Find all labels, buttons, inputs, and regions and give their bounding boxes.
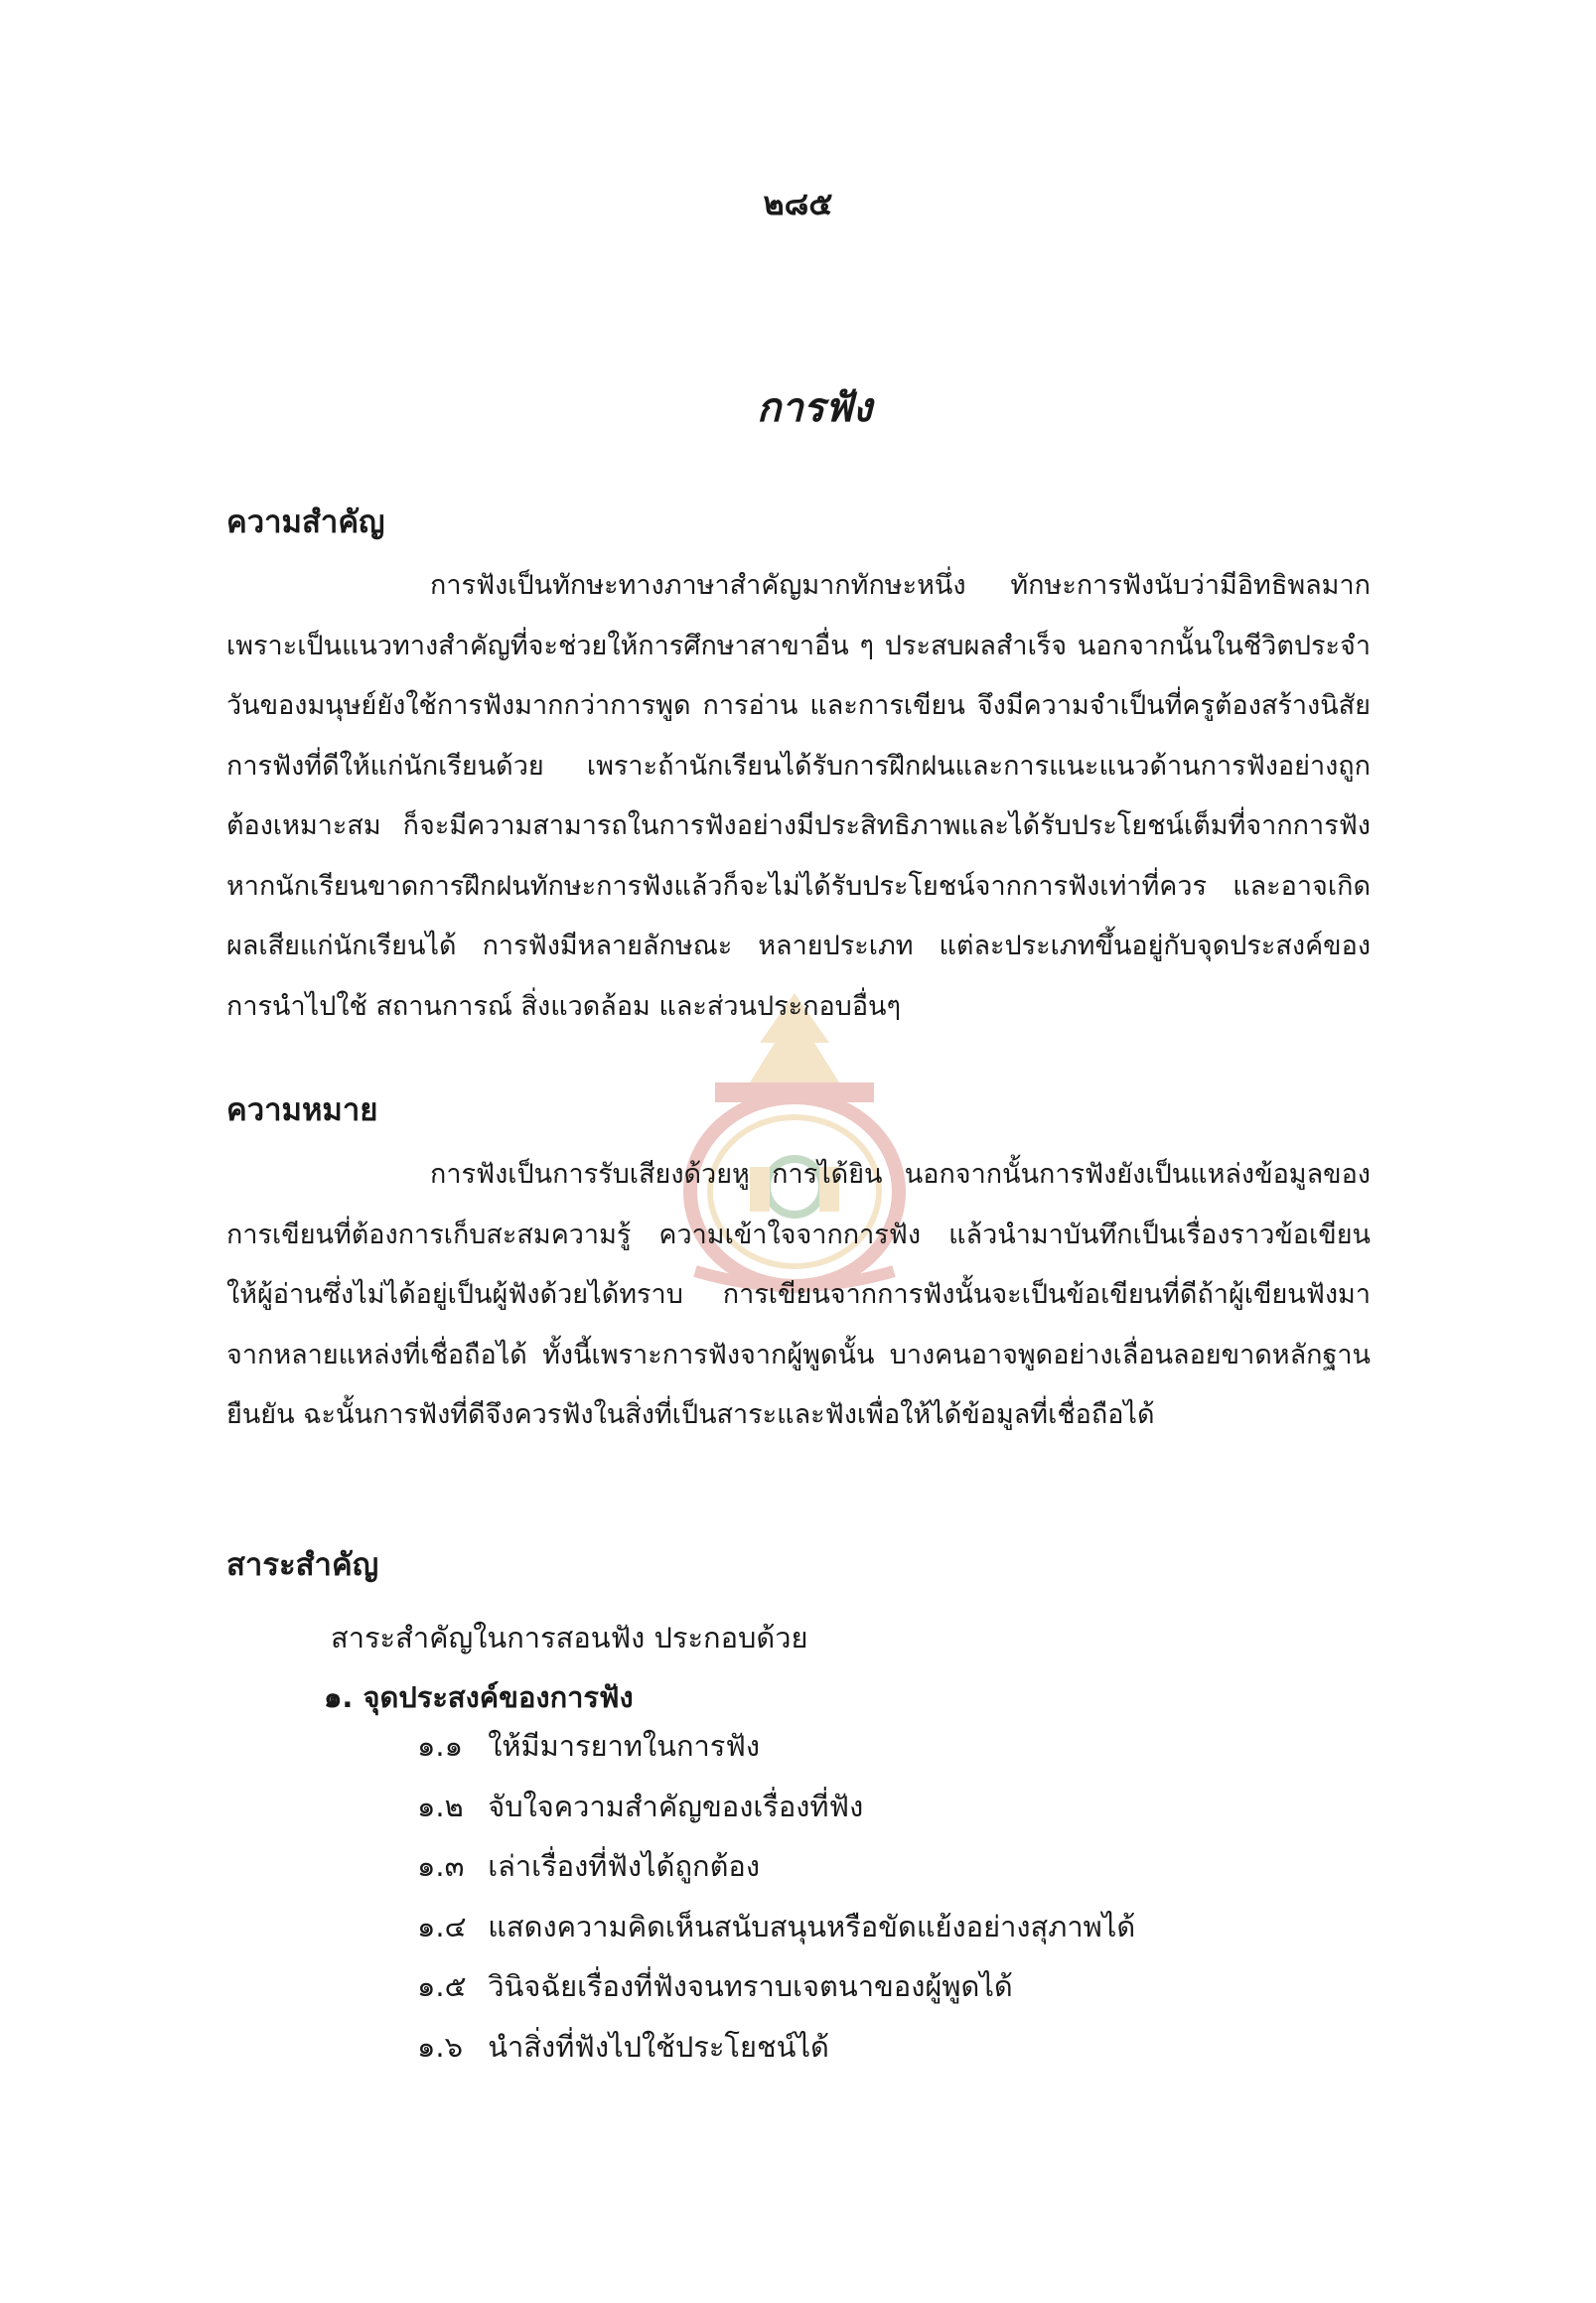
section-heading-importance: ความสำคัญ	[226, 504, 385, 540]
paragraph-meaning: การฟังเป็นการรับเสียงด้วยหู การได้ยิน นอกจากนั้นการฟังยังเป็นแหล่งข้อมูลของการเขียนที่ต้องการเก็บสะสมความรู้ ความเข้าใจจากการฟัง แล้วนำมาบันทึกเป็นเรื่องราวข้อเขียน ให้ผู้อ่านซึ่งไม่ได้อยู่เป็นผู้ฟังด้วยได้ทราบ การเขียนจากการฟังนั้นจะเป็นข้อเขียนที่ดีถ้าผู้เขียนฟังมาจากหลายแหล่งที่เชื่อถือได้ ทั้งนี้เพราะการฟังจากผู้พูดนั้น บางคนอาจพูดอย่างเลื่อนลอยขาดหลักฐานยืนยัน ฉะนั้นการฟังที่ดีจึงควรฟังในสิ่งที่เป็นสาระและฟังเพื่อให้ได้ข้อมูลที่เชื่อถือได้	[226, 1159, 1371, 1430]
list-item	[417, 1836, 1135, 1897]
list-item	[417, 1956, 1135, 2017]
objectives-sublist	[417, 1716, 1135, 2077]
list-item-text: วินิจฉัยเรื่องที่ฟังจนทราบเจตนาของผู้พูดได้	[488, 1969, 1013, 2003]
list-item	[417, 1716, 1135, 1777]
list-item-text: นำสิ่งที่ฟังไปใช้ประโยชน์ได้	[488, 2029, 829, 2064]
list-item-number: ๑.๕	[417, 1969, 467, 2003]
page-number: ๒๘๕	[763, 185, 833, 222]
list-item-number: ๑.๑	[417, 1729, 464, 1763]
list-item-text: จับใจความสำคัญของเรื่องที่ฟัง	[488, 1789, 864, 1823]
list-item-number: ๑.๔	[417, 1909, 467, 1943]
list-item-number: ๑.๖	[417, 2029, 464, 2064]
list-item-objectives: ๑. จุดประสงค์ของการฟัง	[324, 1680, 634, 1714]
list-item-text: แสดงความคิดเห็นสนับสนุนหรือขัดแย้งอย่างสุภาพได้	[488, 1909, 1136, 1943]
essence-intro: สาระสำคัญในการสอนฟัง ประกอบด้วย	[331, 1621, 808, 1655]
list-item-number: ๑.๓	[417, 1849, 465, 1883]
paragraph-importance: การฟังเป็นทักษะทางภาษาสำคัญมากทักษะหนึ่ง ทักษะการฟังนับว่ามีอิทธิพลมาก เพราะเป็นแนวทางสำคัญที่จะช่วยให้การศึกษาสาขาอื่น ๆ ประสบผลสำเร็จ นอกจากนั้นในชีวิตประจำวันของมนุษย์ยังใช้การฟังมากกว่าการพูด การอ่าน และการเขียน จึงมีความจำเป็นที่ครูต้องสร้างนิสัยการฟังที่ดีให้แก่นักเรียนด้วย เพราะถ้านักเรียนได้รับการฝึกฝนและการแนะแนวด้านการฟังอย่างถูกต้องเหมาะสม ก็จะมีความสามารถในการฟังอย่างมีประสิทธิภาพและได้รับประโยชน์เต็มที่จากการฟัง หากนักเรียนขาดการฝึกฝนทักษะการฟังแล้วก็จะไม่ได้รับประโยชน์จากการฟังเท่าที่ควร และอาจเกิดผลเสียแก่นักเรียนได้ การฟังมีหลายลักษณะ หลายประเภท แต่ละประเภทขึ้นอยู่กับจุดประสงค์ของการนำไปใช้ สถานการณ์ สิ่งแวดล้อม และส่วนประกอบอื่นๆ	[226, 570, 1371, 1022]
list-item-text: ให้มีมารยาทในการฟัง	[488, 1729, 761, 1763]
list-item-text: เล่าเรื่องที่ฟังได้ถูกต้อง	[488, 1849, 761, 1883]
section-heading-meaning: ความหมาย	[226, 1092, 378, 1128]
section-heading-essence: สาระสำคัญ	[226, 1547, 379, 1583]
list-item	[417, 1897, 1135, 1957]
list-item-number: ๑.๒	[417, 1789, 464, 1823]
document-title: การฟัง	[756, 385, 872, 431]
list-item	[417, 2017, 1135, 2078]
list-item	[417, 1777, 1135, 1837]
